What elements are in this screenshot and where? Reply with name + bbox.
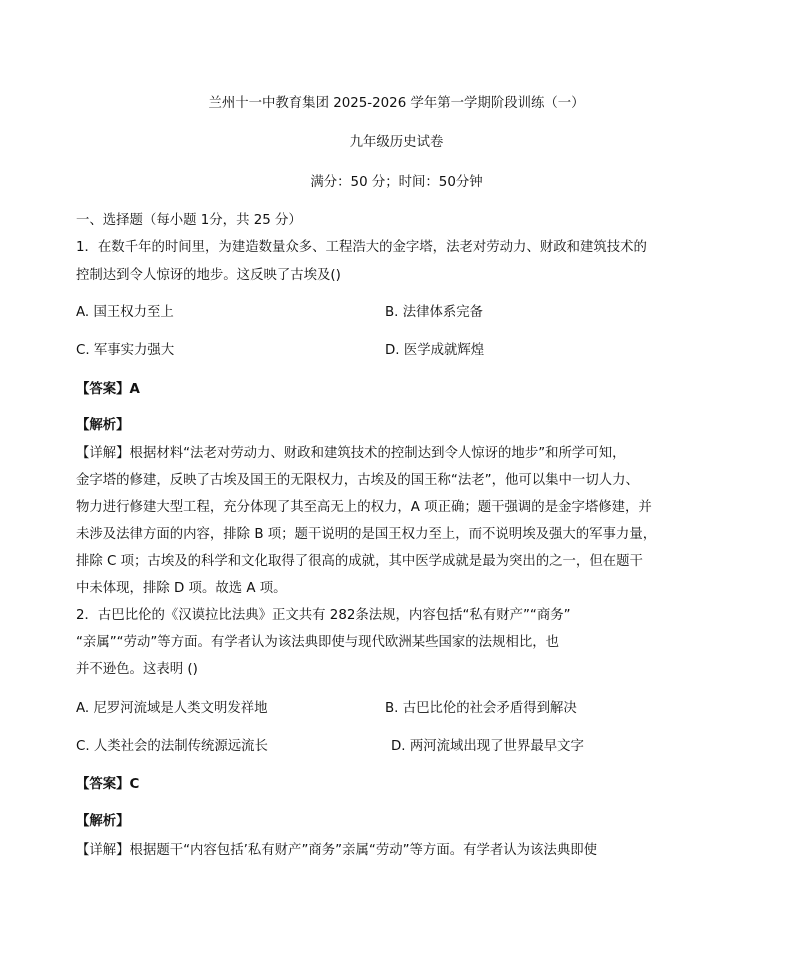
q1-option-d: D. 医学成就辉煌 — [385, 343, 485, 358]
q1-answer: 【答案】A — [76, 382, 140, 397]
q2-detail-line-1: 【详解】根据题干“内容包括’私有财产”商务”亲属“劳动”等方面。有学者认为该法典即使 — [76, 843, 598, 858]
section-heading: 一、选择题（每小题 1分，共 25 分） — [76, 213, 302, 228]
q1-detail-line-1: 【详解】根据材料“法老对劳动力、财政和建筑技术的控制达到令人惊讶的地步”和所学可知， — [76, 446, 626, 461]
q2-answer: 【答案】C — [76, 777, 140, 792]
q2-stem-line-3: 并不逊色。这表明 () — [76, 662, 198, 677]
q1-analysis-heading: 【解析】 — [76, 418, 130, 433]
q2-option-a: A. 尼罗河流域是人类文明发祥地 — [76, 701, 268, 716]
q2-option-b: B. 古巴比伦的社会矛盾得到解决 — [385, 701, 577, 716]
q2-analysis-heading: 【解析】 — [76, 814, 130, 829]
q1-option-c: C. 军事实力强大 — [76, 343, 175, 358]
q2-stem-line-2: “亲属”“劳动”等方面。有学者认为该法典即使与现代欧洲某些国家的法规相比，也 — [76, 635, 560, 650]
q1-detail-line-6: 中未体现，排除 D 项。故选 A 项。 — [76, 581, 287, 596]
q1-detail-line-5: 排除 C 项；古埃及的科学和文化取得了很高的成就，其中医学成就是最为突出的之一，但在题干 — [76, 554, 643, 569]
q2-stem-line-1: 2．古巴比伦的《汉谟拉比法典》正文共有 282条法规，内容包括“私有财产”“商务” — [76, 608, 571, 623]
q2-option-d: D. 两河流域出现了世界最早文字 — [391, 739, 584, 754]
q1-option-a: A. 国王权力至上 — [76, 305, 174, 320]
q1-stem-line-2: 控制达到令人惊讶的地步。这反映了古埃及() — [76, 268, 341, 283]
q1-option-b: B. 法律体系完备 — [385, 305, 484, 320]
exam-info: 满分：50 分；时间：50分钟 — [310, 175, 483, 190]
q1-stem-line-1: 1．在数千年的时间里，为建造数量众多、工程浩大的金字塔，法老对劳动力、财政和建筑技术的 — [76, 240, 647, 255]
q1-detail-line-4: 未涉及法律方面的内容，排除 B 项；题干说明的是国王权力至上，而不说明埃及强大的军事力量， — [76, 527, 657, 542]
exam-title: 兰州十一中教育集团 2025-2026 学年第一学期阶段训练（一） — [208, 96, 585, 111]
exam-subtitle: 九年级历史试卷 — [349, 135, 444, 150]
q2-option-c: C. 人类社会的法制传统源远流长 — [76, 739, 268, 754]
q1-detail-line-2: 金字塔的修建，反映了古埃及国王的无限权力，古埃及的国王称“法老”，他可以集中一切人力、 — [76, 473, 639, 488]
q1-detail-line-3: 物力进行修建大型工程，充分体现了其至高无上的权力，A 项正确；题干强调的是金字塔修建，并 — [76, 500, 652, 515]
